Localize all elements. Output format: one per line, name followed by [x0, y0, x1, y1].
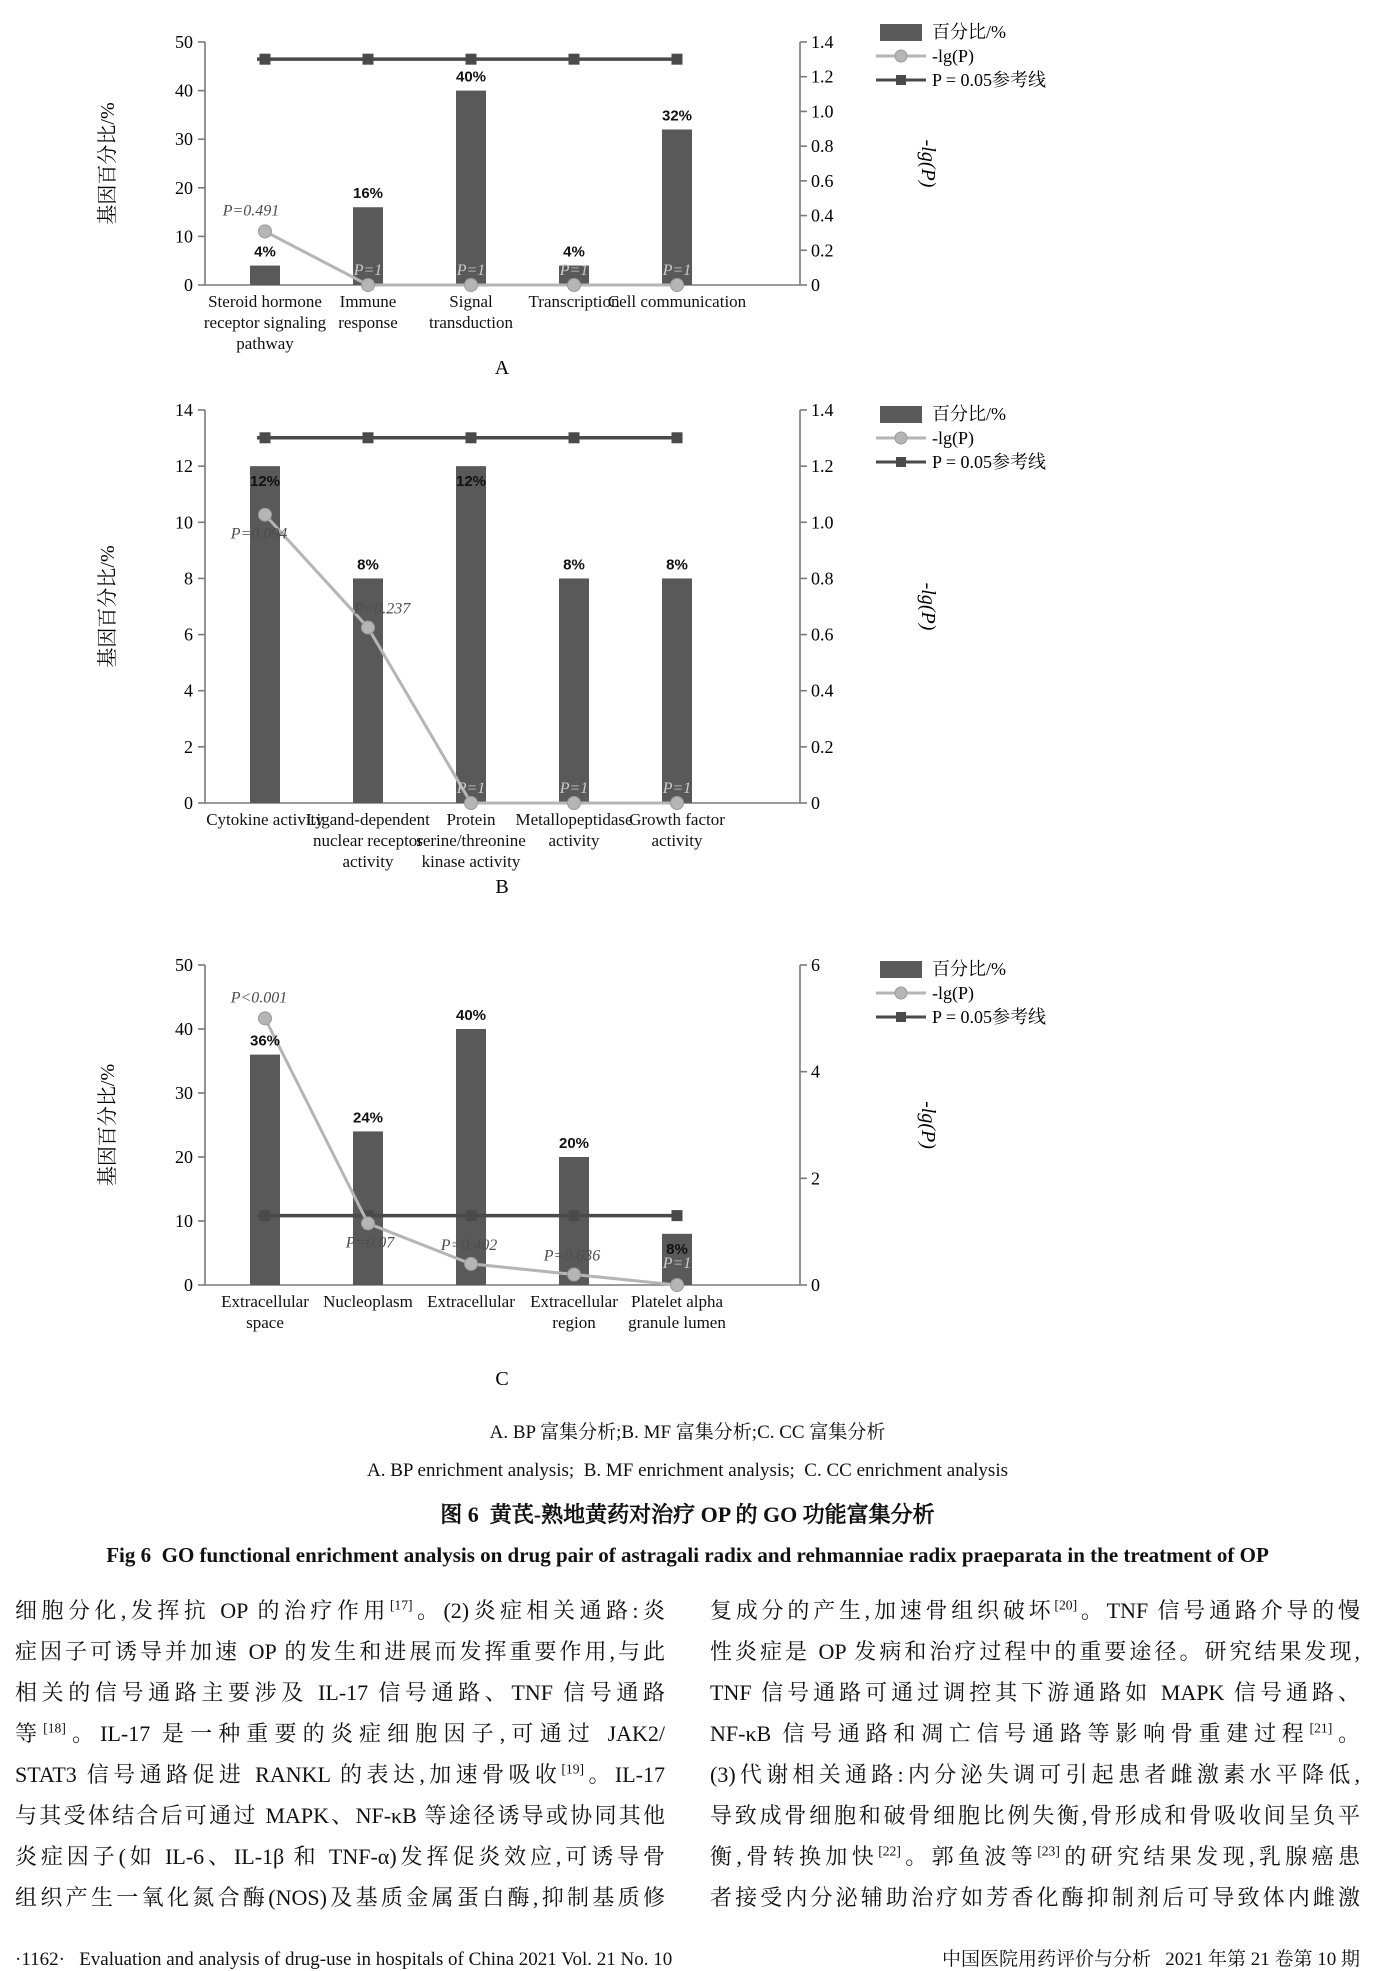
right-axis-tick: 1.4 — [811, 400, 834, 420]
left-axis-tick: 20 — [175, 177, 193, 198]
p-line-marker — [362, 279, 375, 292]
legend-ref-label: P = 0.05参考线 — [932, 1007, 1046, 1027]
bar-percent-label: 8% — [357, 556, 379, 574]
reference-marker — [260, 54, 271, 65]
go-enrichment-chart-cc — [0, 940, 1375, 1400]
legend-bar-swatch — [880, 961, 922, 978]
legend-ref-marker — [896, 457, 906, 467]
category-label: Ligand-dependent — [306, 810, 430, 829]
p-value-label: P<0.001 — [230, 989, 288, 1007]
reference-marker — [466, 1210, 477, 1221]
category-label: Metallopeptidase — [515, 810, 633, 829]
category-label: activity — [342, 852, 394, 871]
reference-marker — [260, 432, 271, 443]
p-line-marker — [362, 621, 375, 634]
category-label: Growth factor — [629, 810, 725, 829]
body-text-line: 性炎症是 OP 发病和治疗过程中的重要途径。研究结果发现, — [710, 1639, 1360, 1664]
p-value-label: P=1 — [559, 780, 589, 797]
p-line-marker — [259, 508, 272, 521]
bar-percent-label: 8% — [563, 556, 585, 574]
right-axis-tick: 0.4 — [811, 205, 834, 226]
left-axis-tick: 40 — [175, 80, 193, 101]
body-text-line: 导致成骨细胞和破骨细胞比例失衡,骨形成和骨吸收间呈负平 — [710, 1803, 1360, 1828]
p-line-marker — [465, 1257, 478, 1270]
left-axis-tick: 40 — [175, 1019, 193, 1039]
left-axis-tick: 14 — [175, 400, 193, 420]
body-text-line: 相关的信号通路主要涉及 IL-17 信号通路、TNF 信号通路 — [15, 1680, 665, 1705]
reference-marker — [466, 54, 477, 65]
bar-percent-label: 8% — [666, 1240, 688, 1258]
right-axis-tick: 0 — [811, 275, 820, 295]
left-axis-tick: 6 — [184, 624, 193, 645]
right-axis-tick: 0 — [811, 1275, 820, 1295]
category-label: Extracellular — [530, 1292, 618, 1311]
reference-marker — [363, 54, 374, 65]
bar-percent-label: 32% — [661, 107, 693, 125]
body-text-line: 与其受体结合后可通过 MAPK、NF-κB 等途径诱导或协同其他 — [15, 1803, 665, 1828]
right-axis-tick: 0.6 — [811, 624, 834, 645]
right-axis-tick: 2 — [811, 1168, 820, 1189]
legend-p-label: -lg(P) — [932, 428, 974, 448]
left-axis-tick: 8 — [184, 568, 193, 589]
p-line-marker — [671, 279, 684, 292]
left-axis-title: 基因百分比/% — [97, 545, 119, 668]
p-value-label: P=0.402 — [440, 1236, 498, 1254]
right-axis-tick: 1.4 — [811, 32, 834, 52]
body-text-line: 等[18]。IL-17 是一种重要的炎症细胞因子,可通过 JAK2/ — [15, 1720, 665, 1746]
legend-p-marker — [895, 50, 907, 62]
p-line-marker — [259, 1012, 272, 1025]
bar-percent-label: 4% — [563, 243, 585, 261]
category-label: Immune — [339, 292, 397, 311]
category-label: Platelet alpha — [630, 1292, 724, 1311]
category-label: kinase activity — [421, 852, 521, 871]
category-label: receptor signaling — [203, 313, 327, 332]
p-line-marker — [568, 1268, 581, 1281]
category-label: activity — [651, 831, 703, 850]
figure-panel-a — [0, 0, 1375, 395]
bar-c-0 — [250, 1055, 280, 1285]
p-value-label: P=1 — [559, 262, 589, 279]
reference-marker — [363, 432, 374, 443]
left-axis-tick: 0 — [184, 275, 193, 295]
body-text-line: (3)代谢相关通路:内分泌失调可引起患者雌激素水平降低, — [710, 1762, 1360, 1787]
category-label: Nucleoplasm — [323, 1292, 413, 1311]
legend-bar-swatch — [880, 406, 922, 423]
bar-percent-label: 40% — [455, 1007, 487, 1024]
bar-b-3 — [559, 578, 589, 803]
p-line-marker — [259, 225, 272, 238]
right-axis-tick: 0.2 — [811, 736, 834, 757]
category-label: space — [246, 1313, 284, 1332]
category-label: region — [552, 1313, 596, 1332]
body-text-line: TNF 信号通路可通过调控其下游通路如 MAPK 信号通路、 — [710, 1680, 1360, 1705]
legend-bar-label: 百分比/% — [932, 959, 1006, 979]
p-line-marker — [568, 797, 581, 810]
right-axis-tick: 0.4 — [811, 680, 834, 701]
body-text-line: 者接受内分泌辅助治疗如芳香化酶抑制剂后可导致体内雌激 — [710, 1885, 1360, 1910]
bar-percent-label: 12% — [249, 473, 281, 491]
right-axis-title: -lg(P) — [917, 1101, 939, 1149]
left-axis-tick: 0 — [184, 1275, 193, 1295]
category-label: transduction — [428, 313, 514, 332]
left-axis-tick: 0 — [184, 793, 193, 813]
legend-p-label: -lg(P) — [932, 46, 974, 66]
body-text-line: 复成分的产生,加速骨组织破坏[20]。TNF 信号通路介导的慢 — [710, 1597, 1360, 1623]
legend-ref-marker — [896, 75, 906, 85]
bar-percent-label: 12% — [455, 473, 487, 491]
body-right-column — [710, 1590, 1360, 1918]
panel-letter: A — [494, 357, 510, 379]
bar-b-4 — [662, 578, 692, 803]
body-text — [0, 1590, 1375, 1918]
bar-percent-label: 40% — [455, 68, 487, 86]
right-axis-tick: 0.8 — [811, 136, 834, 157]
category-label: Extracellular — [221, 1292, 309, 1311]
reference-marker — [466, 432, 477, 443]
p-value-label: P=0.491 — [222, 202, 280, 220]
bar-percent-label: 20% — [558, 1135, 590, 1152]
left-axis-title: 基因百分比/% — [97, 1063, 119, 1187]
body-text-line: 组织产生一氧化氮合酶(NOS)及基质金属蛋白酶,抑制基质修 — [15, 1885, 665, 1910]
footer-journal-en: ·1162· Evaluation and analysis of drug-use in hospitals of China 2021 Vol. 21 No. 10 — [15, 1949, 673, 1970]
right-axis-tick: 0.2 — [811, 240, 834, 261]
right-axis-tick: 4 — [811, 1061, 820, 1082]
legend-bar-label: 百分比/% — [932, 404, 1006, 424]
go-enrichment-chart-bp — [0, 0, 1375, 390]
reference-marker — [569, 432, 580, 443]
body-text-line: NF-κB 信号通路和凋亡信号通路等影响骨重建过程[21]。 — [710, 1720, 1360, 1746]
legend-bar-label: 百分比/% — [932, 22, 1006, 42]
right-axis-tick: 1.0 — [811, 101, 834, 122]
p-value-label: P=1 — [662, 780, 692, 797]
reference-marker — [569, 54, 580, 65]
right-axis-tick: 1.0 — [811, 512, 834, 533]
p-value-label: P=1 — [456, 262, 486, 279]
p-value-label: P=0.094 — [230, 525, 288, 543]
category-label: pathway — [236, 334, 294, 353]
bar-a-2 — [456, 91, 486, 285]
bar-percent-label: 16% — [352, 185, 384, 203]
right-axis-title: -lg(P) — [917, 139, 939, 188]
category-label: serine/threonine — [416, 831, 526, 850]
bar-percent-label: 4% — [254, 243, 276, 261]
legend-p-label: -lg(P) — [932, 983, 974, 1003]
category-label: Transcription — [528, 292, 620, 311]
left-axis-title: 基因百分比/% — [97, 102, 119, 225]
left-axis-tick: 50 — [175, 32, 193, 52]
left-axis-tick: 20 — [175, 1147, 193, 1167]
category-label: Steroid hormone — [208, 292, 322, 311]
caption-panel-list-zh: A. BP 富集分析;B. MF 富集分析;C. CC 富集分析 — [489, 1422, 886, 1443]
reference-marker — [672, 1210, 683, 1221]
p-line-marker — [465, 797, 478, 810]
figure-title-en: Fig 6 GO functional enrichment analysis on drug pair of astragali radix and rehmanniae radix praeparata in the treatment of OP — [106, 1543, 1269, 1567]
left-axis-tick: 4 — [184, 680, 193, 701]
footer-journal-zh: 中国医院用药评价与分析 2021 年第 21 卷第 10 期 — [941, 1949, 1360, 1970]
category-label: activity — [548, 831, 600, 850]
p-value-label: P=1 — [353, 262, 383, 279]
left-axis-tick: 30 — [175, 129, 193, 150]
left-axis-tick: 10 — [175, 512, 193, 533]
category-label: response — [338, 313, 398, 332]
left-axis-tick: 2 — [184, 736, 193, 757]
left-axis-tick: 10 — [175, 1211, 193, 1231]
right-axis-tick: 0.8 — [811, 568, 834, 589]
body-text-line: 细胞分化,发挥抗 OP 的治疗作用[17]。(2)炎症相关通路:炎 — [15, 1597, 665, 1623]
go-enrichment-chart-mf — [0, 395, 1375, 935]
p-value-label: P=0.07 — [345, 1234, 395, 1252]
left-axis-tick: 10 — [175, 226, 193, 247]
category-label: Signal — [449, 292, 493, 311]
bar-percent-label: 36% — [249, 1032, 281, 1050]
right-axis-title: -lg(P) — [917, 582, 939, 631]
left-axis-tick: 50 — [175, 955, 193, 975]
reference-marker — [569, 1210, 580, 1221]
bar-c-1 — [353, 1131, 383, 1285]
category-label: Cytokine activity — [206, 810, 324, 829]
p-value-label: P=1 — [662, 1255, 692, 1272]
p-line-marker — [671, 797, 684, 810]
category-label: Cell communication — [607, 292, 747, 311]
figure-title-zh: 图 6 黄芪-熟地黄药对治疗 OP 的 GO 功能富集分析 — [440, 1502, 935, 1527]
bar-percent-label: 8% — [666, 556, 688, 574]
reference-marker — [260, 1210, 271, 1221]
p-line-marker — [362, 1217, 375, 1230]
figure-panel-c — [0, 940, 1375, 1405]
right-axis-tick: 0 — [811, 793, 820, 813]
legend-ref-marker — [896, 1012, 906, 1022]
body-text-line: 衡,骨转换加快[22]。郭鱼波等[23]的研究结果发现,乳腺癌患 — [710, 1843, 1360, 1869]
left-axis-tick: 30 — [175, 1083, 193, 1103]
figure-panel-b — [0, 395, 1375, 940]
page-footer — [0, 1944, 1375, 1971]
p-line-marker — [568, 279, 581, 292]
bar-percent-label: 24% — [352, 1109, 384, 1127]
right-axis-tick: 0.6 — [811, 170, 834, 191]
bar-b-2 — [456, 466, 486, 803]
body-text-line: 症因子可诱导并加速 OP 的发生和进展而发挥重要作用,与此 — [15, 1639, 665, 1664]
bar-a-0 — [250, 266, 280, 285]
legend-ref-label: P = 0.05参考线 — [932, 452, 1046, 472]
reference-marker — [672, 54, 683, 65]
p-value-label: P=0.636 — [543, 1247, 601, 1265]
legend-p-marker — [895, 432, 907, 444]
right-axis-tick: 6 — [811, 955, 820, 975]
legend-ref-label: P = 0.05参考线 — [932, 70, 1046, 90]
body-left-column — [15, 1590, 665, 1918]
panel-letter: C — [495, 1368, 509, 1390]
p-value-label: P=1 — [662, 262, 692, 279]
reference-marker — [672, 432, 683, 443]
body-text-line: STAT3 信号通路促进 RANKL 的表达,加速骨吸收[19]。IL-17 — [15, 1761, 665, 1787]
p-value-label: P=0.237 — [353, 600, 411, 618]
category-label: granule lumen — [628, 1313, 726, 1332]
caption-panel-list-en: A. BP enrichment analysis; B. MF enrichment analysis; C. CC enrichment analysis — [367, 1460, 1008, 1481]
p-line-marker — [465, 279, 478, 292]
legend-bar-swatch — [880, 24, 922, 41]
right-axis-tick: 1.2 — [811, 66, 834, 87]
panel-letter: B — [495, 876, 509, 898]
p-value-label: P=1 — [456, 780, 486, 797]
p-line-marker — [671, 1279, 684, 1292]
body-text-line: 炎症因子(如 IL-6、IL-1β 和 TNF-α)发挥促炎效应,可诱导骨 — [15, 1844, 665, 1869]
legend-p-marker — [895, 987, 907, 999]
left-axis-tick: 12 — [175, 456, 193, 477]
category-label: nuclear receptor — [313, 831, 423, 850]
right-axis-tick: 1.2 — [811, 456, 834, 477]
category-label: Extracellular — [427, 1292, 515, 1311]
category-label: Protein — [446, 810, 496, 829]
